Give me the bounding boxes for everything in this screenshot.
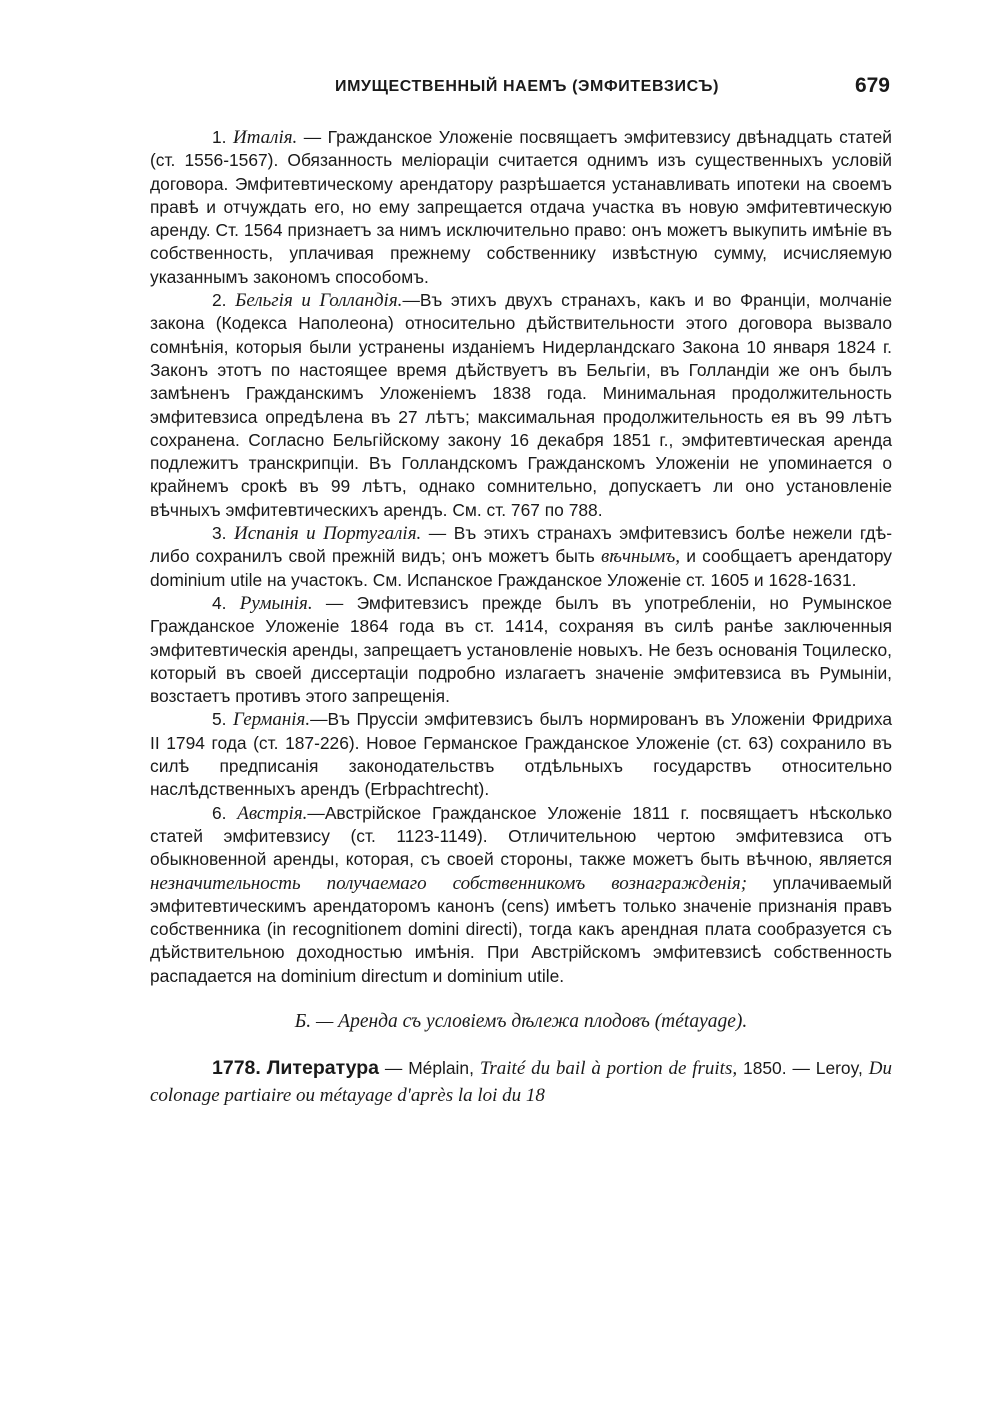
section-heading: Б. — Аренда съ условіемъ дѣлежа плодовъ (métayage). (294, 1010, 748, 1032)
paragraph-romania (150, 592, 892, 708)
paragraph-separator: — (307, 802, 325, 823)
paragraph-separator: — (297, 127, 328, 147)
literature-number: 1778. (212, 1057, 261, 1080)
paragraph-number: 5. (212, 709, 227, 730)
page-body (150, 126, 892, 1109)
literature-year-author-2: 1850. — Leroy, (737, 1058, 869, 1079)
paragraph-number: 1. (212, 127, 227, 147)
paragraph-germany (150, 708, 892, 801)
paragraph-emphasis: незначительность получаемаго собственникомъ вознагражденія; (150, 872, 748, 894)
paragraph-text: Эмфитевзисъ прежде былъ въ употребленіи, но Румынское Гражданское Уложеніе 1864 года въ ст. 1414, сохраняя въ силѣ ранѣе заключенныя эмфитевтическія аренды, запрещаетъ установленіе новыхъ. Не безъ основанія Тоцилеско, который въ своей диссертаціи подробно излагаетъ значеніе эмфитевзиса въ Румыніи, возстаетъ противъ этого запрещенія. (150, 592, 892, 707)
paragraph-spain-portugal (150, 522, 892, 592)
paragraph-austria (150, 802, 892, 988)
paragraph-separator: — (402, 290, 420, 311)
paragraph-text: Гражданское Уложеніе посвящаетъ эмфитевзису двѣнадцать статей (ст. 1556-1567). Обязанность меліораціи считается однимъ изъ существенныхъ условій договора. Эмфитевтическому арендатору разрѣшается устанавливать ипотеки на своемъ правѣ и отчуждать его, но ему запрещается отдача участка въ новую эмфитевтическую аренду. Ст. 1564 признаетъ за нимъ исключительно право: онъ можетъ выкупить имѣніе въ собственность, уплачивая прежнему собственнику извѣстную сумму, исчисляемую указаннымъ закономъ способомъ. (150, 127, 892, 287)
paragraph-heading: Испанія и Португалія. (234, 523, 422, 545)
page-number: 679 (854, 74, 890, 97)
paragraph-number: 6. (212, 802, 227, 823)
paragraph-separator: — (310, 709, 328, 730)
literature-title-1: Traité du bail à portion de fruits, (479, 1058, 738, 1080)
running-title: ИМУЩЕСТВЕННЫЙ НАЕМЪ (ЭМФИТЕВЗИСЪ) (335, 78, 719, 95)
paragraph-text: Въ этихъ странахъ эмфитевзисъ болѣе нежели гдѣ-либо сохранилъ свой прежній видъ; онъ можетъ быть (150, 523, 892, 567)
literature-author-1: — Méplain, (378, 1058, 480, 1079)
paragraph-text: Австрійское Гражданское Уложеніе 1811 г. посвящаетъ нѣсколько статей эмфитевзису (ст. 1123-1149). Отличительною чертою эмфитевзиса отъ обыкновенной аренды, которая, съ своей стороны, также можетъ быть вѣчною, является (150, 802, 892, 870)
paragraph-text-continued: и сообщаетъ арендатору dominium utile на участокъ. См. Испанское Гражданское Уложеніе ст. 1605 и 1628-1631. (150, 546, 893, 590)
paragraph-heading: Бельгія и Голландія. (235, 290, 403, 312)
paragraph-number: 4. (212, 592, 227, 613)
paragraph-number: 2. (212, 290, 227, 311)
paragraph-heading: Германія. (233, 709, 311, 731)
paragraph-italy (150, 126, 892, 289)
paragraph-emphasis: вѣчнымъ, (601, 546, 681, 568)
paragraph-belgium-holland (150, 289, 892, 522)
paragraph-heading: Италія. (232, 127, 298, 148)
literature-title-2: Du colonage partiaire ou métayage d'après la loi du 18 (150, 1058, 892, 1107)
paragraph-separator: — (421, 523, 454, 544)
paragraph-heading: Румынія. (239, 592, 313, 614)
paragraph-heading: Австрія. (237, 802, 308, 824)
page-header (150, 72, 890, 104)
paragraph-number: 3. (212, 523, 227, 544)
paragraph-separator: — (312, 592, 357, 613)
literature-label: Литература (266, 1057, 379, 1080)
literature-paragraph (150, 1055, 892, 1109)
paragraph-text: Въ этихъ двухъ странахъ, какъ и во Франціи, молчаніе закона (Кодекса Наполеона) относительно дѣйствительности этого договора вызвало сомнѣнія, которыя были устранены изданіемъ Нидерландскаго Закона 10 января 1824 г. Законъ этотъ по настоящее время дѣйствуетъ въ Бельгіи, въ Голландіи же онъ былъ замѣненъ Гражданскимъ Уложеніемъ 1838 года. Минимальная продолжительность эмфитевзиса опредѣлена въ 27 лѣтъ; максимальная продолжительность ея въ 99 лѣтъ сохранена. Согласно Бельгійскому закону 16 декабря 1851 г., эмфитевтическая аренда подлежитъ транскрипціи. Въ Голландскомъ Гражданскомъ Уложеніи не упоминается о крайнемъ срокѣ въ 99 лѣтъ, однако сомнительно, допускаетъ ли оно установленіе вѣчныхъ эмфитевтическихъ арендъ. См. ст. 767 по 788. (150, 290, 892, 520)
paragraph-text: Въ Пруссіи эмфитевзисъ былъ нормированъ въ Уложеніи Фридриха II 1794 года (ст. 187-226). Новое Германское Гражданское Уложеніе (ст. 63) сохранило въ силѣ предписанія законодательствъ отдѣльныхъ государствъ относительно наслѣдственныхъ арендъ (Erbpachtrecht). (150, 709, 893, 800)
paragraph-text-continued: уплачиваемый эмфитевтическимъ арендаторомъ канонъ (cens) имѣетъ только значеніе признанія правъ собственника (in recognitionem domini directi), тогда какъ арендная плата сообразуется съ дѣйствительною доходностью имѣнія. При Австрійскомъ эмфитевзисѣ собственность распадается на dominium directum и dominium utile. (150, 872, 892, 986)
